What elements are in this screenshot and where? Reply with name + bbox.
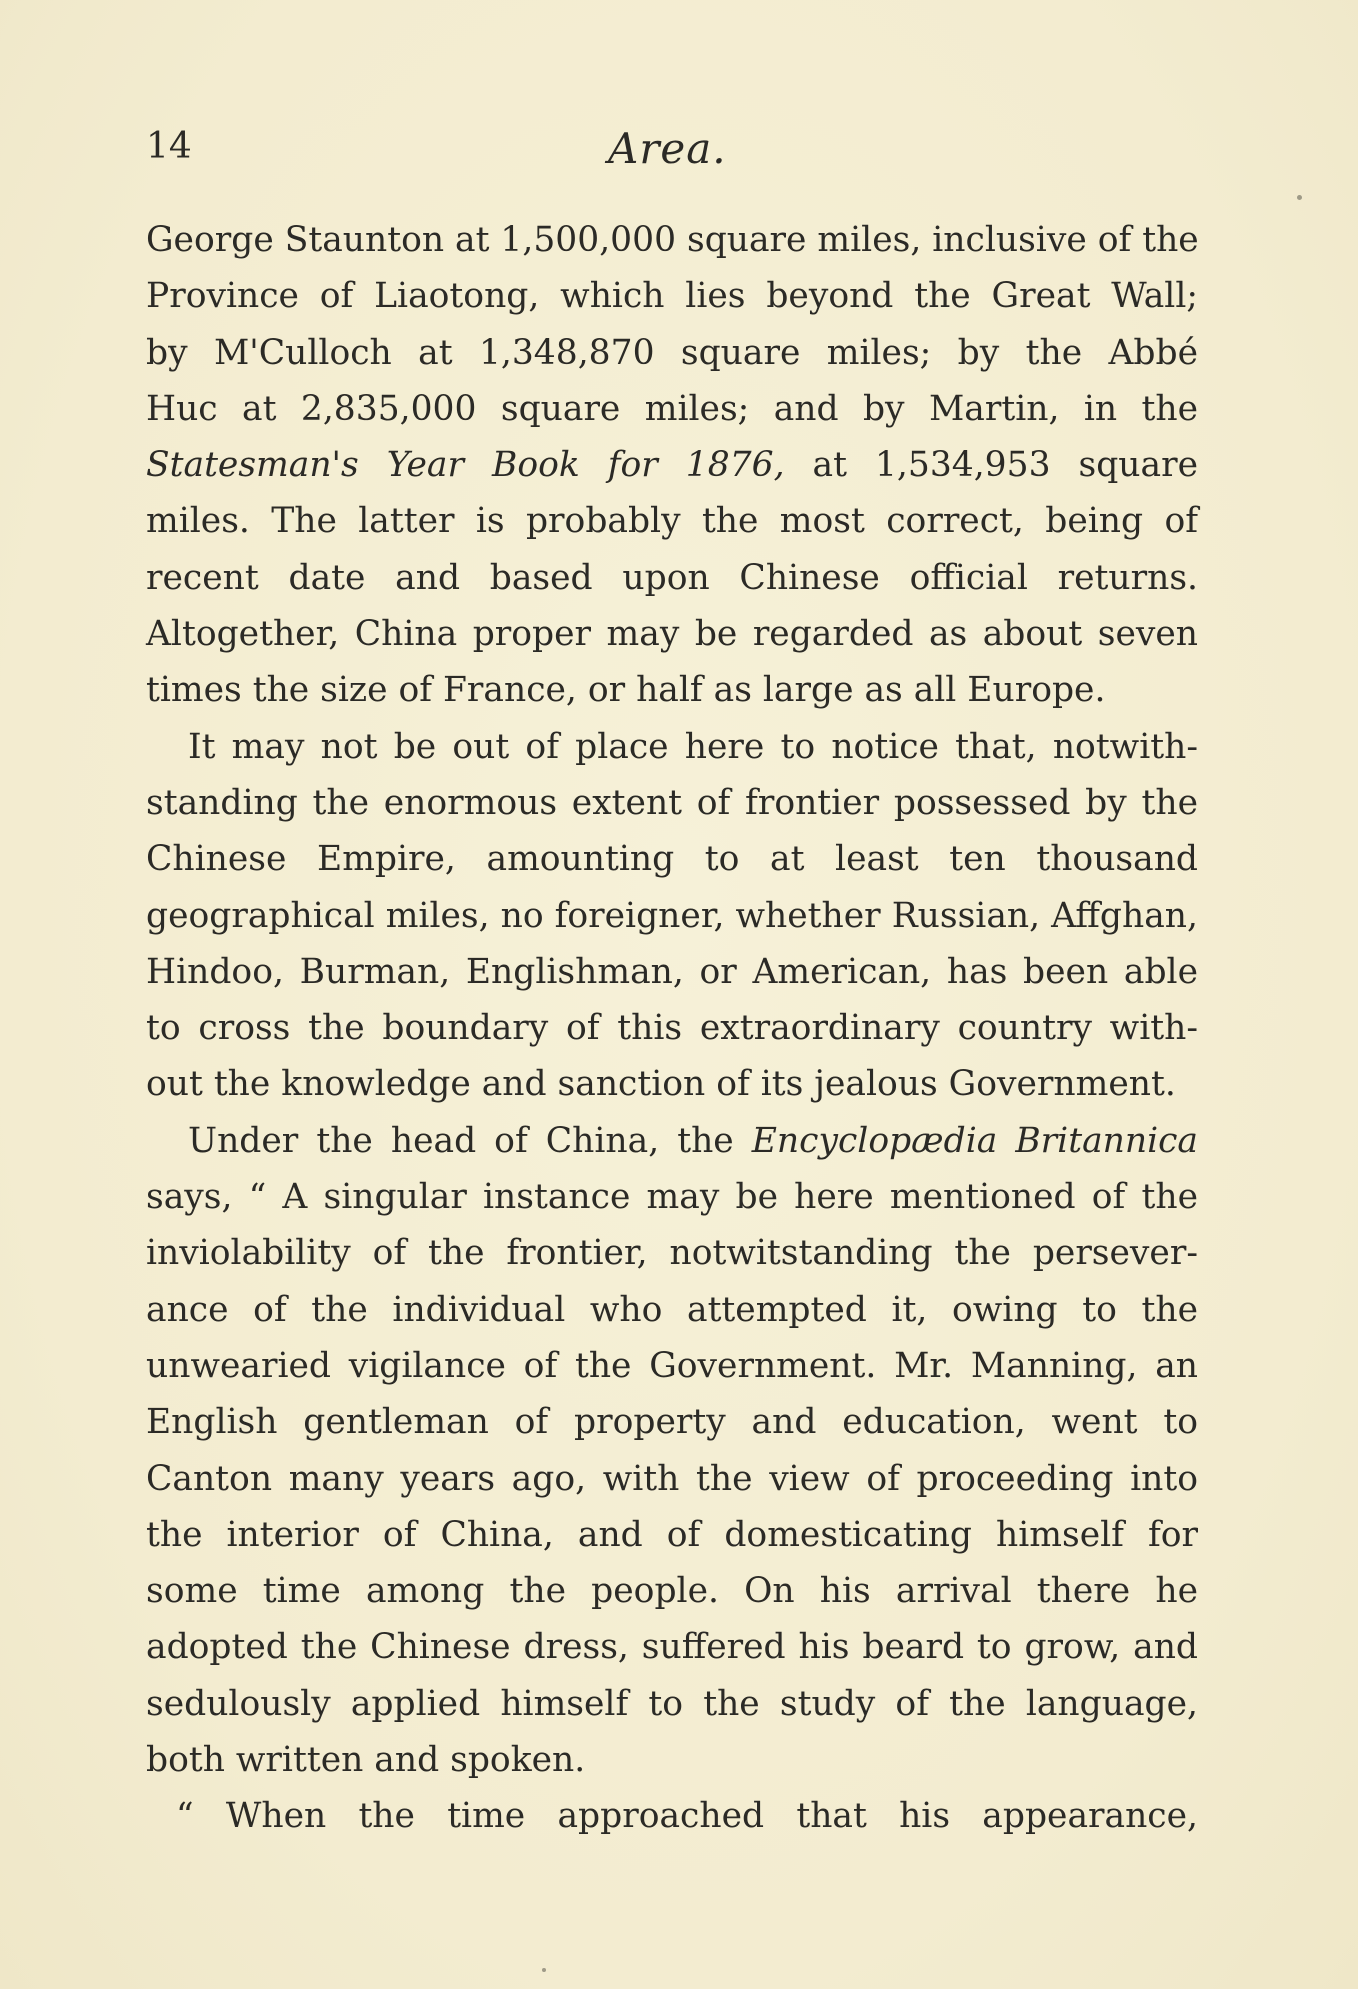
paragraph-first-line: “ When the time approached that his appearance,: [176, 1796, 1198, 1837]
paragraph-first-line-with-italic-title: [146, 1113, 1198, 1169]
text-line: ance of the individual who attempted it, owing to the: [146, 1289, 1198, 1330]
text-line: Province of Liaotong, which lies beyond the Great Wall;: [146, 276, 1198, 317]
text-line-with-italic-title: [146, 437, 1198, 493]
text-line: sedulously applied himself to the study of the language,: [146, 1683, 1198, 1724]
text-line: miles. The latter is probably the most correct, being of: [146, 501, 1198, 542]
text-line: adopted the Chinese dress, suffered his beard to grow, and: [146, 1627, 1198, 1668]
text-line: unwearied vigilance of the Government. Mr. Manning, an: [146, 1345, 1198, 1386]
text-line: geographical miles, no foreigner, whether Russian, Affghan,: [146, 895, 1198, 936]
page-number: 14: [146, 126, 192, 167]
text-line: standing the enormous extent of frontier possessed by the: [146, 782, 1198, 823]
paper-speck: [1297, 195, 1302, 200]
text-line: Hindoo, Burman, Englishman, or American, has been able: [146, 951, 1198, 992]
text-line: Canton many years ago, with the view of proceeding into: [146, 1458, 1198, 1499]
text-line: Chinese Empire, amounting to at least ten thousand: [146, 839, 1198, 880]
paper-speck: [542, 1968, 546, 1972]
text-line: out the knowledge and sanction of its jealous Government.: [146, 1064, 1176, 1105]
text-line-segment: at 1,534,953 square: [784, 445, 1199, 486]
text-line: times the size of France, or half as large as all Europe.: [146, 670, 1106, 711]
italic-book-title: Encyclopædia Britannica: [751, 1120, 1199, 1161]
text-line: inviolability of the frontier, notwitstanding the persever-: [146, 1233, 1198, 1274]
running-head: Area.: [608, 124, 727, 173]
text-line: recent date and based upon Chinese official returns.: [146, 557, 1198, 598]
text-line: English gentleman of property and education, went to: [146, 1402, 1198, 1443]
italic-book-title: Statesman's Year Book for 1876,: [146, 445, 785, 486]
text-line: both written and spoken.: [146, 1740, 586, 1781]
text-line: to cross the boundary of this extraordinary country with-: [146, 1008, 1198, 1049]
text-line: says, “ A singular instance may be here mentioned of the: [146, 1177, 1198, 1218]
text-line: George Staunton at 1,500,000 square miles, inclusive of the: [146, 220, 1199, 260]
text-line: the interior of China, and of domesticating himself for: [146, 1514, 1198, 1555]
page-header: [146, 124, 1196, 187]
text-line: some time among the people. On his arrival there he: [146, 1571, 1198, 1612]
body-text: [146, 212, 1198, 1845]
paragraph-first-line: It may not be out of place here to notice that, notwith-: [188, 726, 1198, 767]
text-line: Altogether, China proper may be regarded as about seven: [146, 614, 1198, 655]
text-line-segment: Under the head of China, the: [188, 1120, 752, 1161]
text-line: Huc at 2,835,000 square miles; and by Martin, in the: [146, 388, 1198, 429]
text-line: by M'Culloch at 1,348,870 square miles; by the Abbé: [146, 332, 1198, 373]
